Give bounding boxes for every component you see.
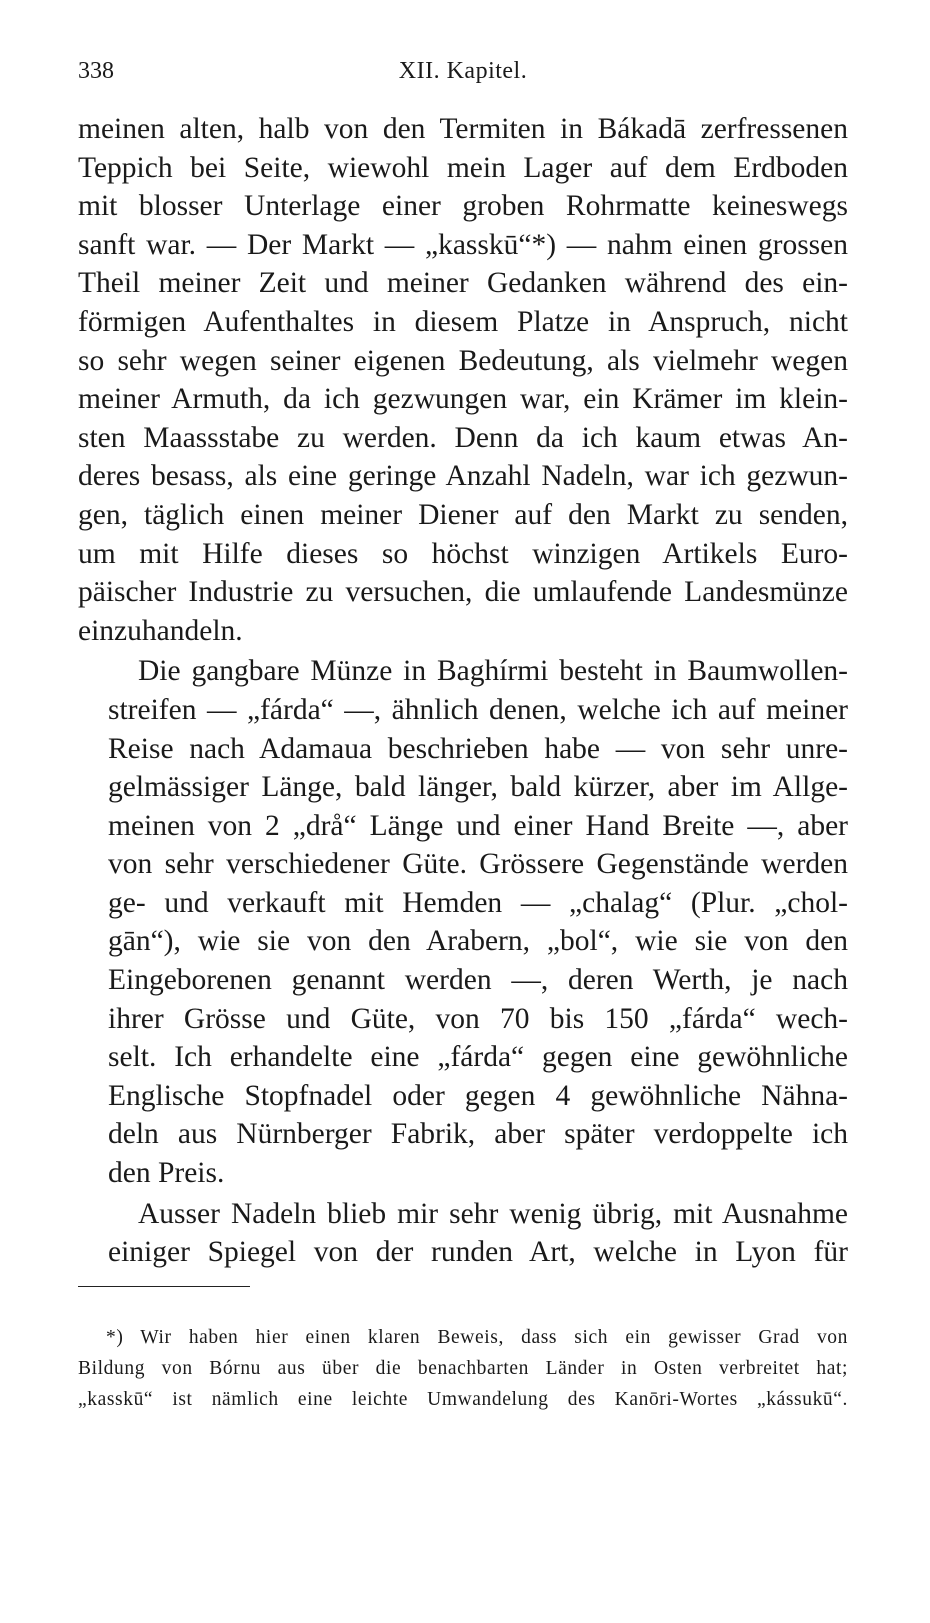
text-line: von sehr verschiedener Güte. Grössere Gegenstände werden [108,848,848,881]
paragraph [78,1195,848,1272]
text-line: Theil meiner Zeit und meiner Gedanken während des ein- [78,267,848,300]
text-line: ge- und verkauft mit Hemden — „chalag“ (Plur. „chol- [108,886,848,919]
text-line: streifen — „fárda“ —, ähnlich denen, welche ich auf meiner [108,693,848,726]
text-line: meiner Armuth, da ich gezwungen war, ein Krämer im klein- [78,383,848,416]
footnote-line: „kasskū“ ist nämlich eine leichte Umwandelung des Kanōri-Wortes „kássukū“. [78,1389,848,1410]
body-text [78,110,848,1272]
text-line: sanft war. — Der Markt — „kasskū“*) — nahm einen grossen [78,228,848,261]
text-line: um mit Hilfe dieses so höchst winzigen Artikels Euro- [78,537,848,570]
running-head: XII. Kapitel. [398,58,528,84]
text-line: Ausser Nadeln blieb mir sehr wenig übrig, mit Ausnahme [138,1197,848,1230]
text-line: Die gangbare Münze in Baghírmi besteht in Baumwollen- [138,655,848,688]
footnote-line: *) Wir haben hier einen klaren Beweis, dass sich ein gewisser Grad von [106,1327,848,1348]
text-line: Teppich bei Seite, wiewohl mein Lager auf dem Erdboden [78,151,848,184]
text-line: sten Maassstabe zu werden. Denn da ich kaum etwas An- [78,421,848,454]
footnote-divider [78,1286,250,1287]
text-line: Englische Stopfnadel oder gegen 4 gewöhnliche Nähna- [108,1079,848,1112]
text-line: ihrer Grösse und Güte, von 70 bis 150 „fárda“ wech- [108,1002,848,1035]
text-line: meinen alten, halb von den Termiten in Bákadā zerfressenen [78,113,848,145]
text-line: einiger Spiegel von der runden Art, welche in Lyon für [108,1236,848,1269]
text-line: selt. Ich erhandelte eine „fárda“ gegen eine gewöhnliche [108,1041,848,1074]
footnote [78,1322,848,1415]
text-line: deres besass, als eine geringe Anzahl Nadeln, war ich gezwun- [78,460,848,493]
text-line: gen, täglich einen meiner Diener auf den Markt zu senden, [78,498,848,531]
page-header [78,58,848,88]
paragraph [78,652,848,1192]
text-line: mit blosser Unterlage einer groben Rohrmatte keineswegs [78,190,848,223]
text-line: einzuhandeln. [78,614,243,647]
text-line: gelmässiger Länge, bald länger, bald kürzer, aber im Allge- [108,771,848,804]
paragraph [78,110,848,650]
page-number: 338 [78,58,114,84]
text-line: förmigen Aufenthaltes in diesem Platze in Anspruch, nicht [78,305,848,338]
text-line: gān“), wie sie von den Arabern, „bol“, wie sie von den [108,925,848,958]
text-line: den Preis. [108,1157,225,1190]
text-line: Eingeborenen genannt werden —, deren Werth, je nach [108,964,848,997]
text-line: deln aus Nürnberger Fabrik, aber später verdoppelte ich [108,1118,848,1151]
footnote-line: Bildung von Bórnu aus über die benachbarten Länder in Osten verbreitet hat; [78,1358,848,1379]
text-line: meinen von 2 „drå“ Länge und einer Hand Breite —, aber [108,809,848,842]
text-line: päischer Industrie zu versuchen, die umlaufende Landesmünze [78,576,848,609]
text-line: Reise nach Adamaua beschrieben habe — von sehr unre- [108,732,848,765]
text-line: so sehr wegen seiner eigenen Bedeutung, als vielmehr wegen [78,344,848,377]
